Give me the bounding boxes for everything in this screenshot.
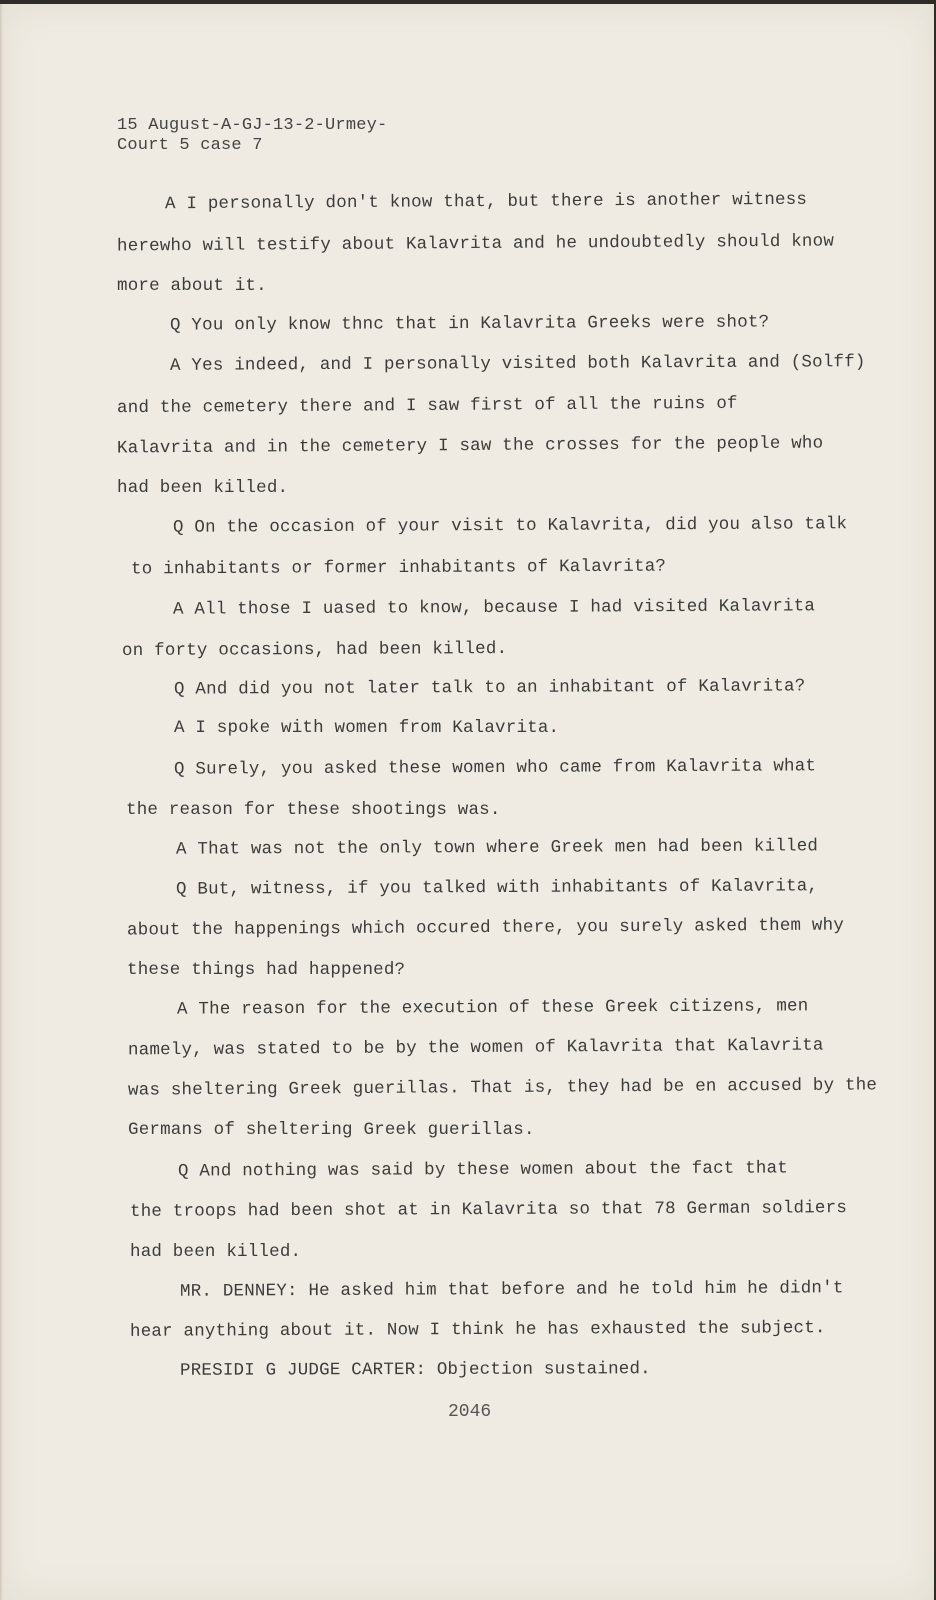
transcript-line: Q On the occasion of your visit to Kalavrita, did you also talk (172, 514, 848, 538)
transcript-line: Q Surely, you asked these women who came from Kalavrita what (173, 756, 817, 780)
transcript-line: to inhabitants or former inhabitants of Kalavrita? (130, 556, 667, 580)
transcript-line: about the happenings which occured there, you surely asked them why (126, 915, 845, 941)
transcript-line: Germans of sheltering Greek guerillas. (128, 1120, 535, 1140)
transcript-line: A That was not the only town where Greek men had been killed (175, 836, 819, 860)
transcript-line: A The reason for the execution of these Greek citizens, men (176, 996, 809, 1020)
page-edge (0, 4, 3, 1600)
transcript-line: the reason for these shootings was. (126, 800, 501, 820)
transcript-line: A I personally don't know that, but there is another witness (164, 189, 808, 215)
transcript-line: Q But, witness, if you talked with inhabitants of Kalavrita, (175, 876, 819, 900)
transcript-line: these things had happened? (127, 960, 406, 980)
header-line-1: 15 August-A-GJ-13-2-Urmey- (117, 116, 388, 135)
document-page (0, 4, 934, 1600)
transcript-line: PRESIDI G JUDGE CARTER: Objection sustained. (179, 1359, 651, 1381)
transcript-line: was sheltering Greek guerillas. That is, they had be en accused by the (127, 1075, 878, 1101)
transcript-line: Kalavrita and in the cemetery I saw the crosses for the people who (116, 433, 824, 459)
transcript-line: A I spoke with women from Kalavrita. (174, 718, 560, 738)
transcript-line: hear anything about it. Now I think he has exhausted the subject. (129, 1318, 826, 1342)
transcript-line: had been killed. (117, 478, 289, 498)
transcript-line: herewho will testify about Kalavrita and he undoubtedly should know (116, 231, 835, 257)
transcript-line: Q And did you not later talk to an inhabitant of Kalavrita? (173, 676, 806, 700)
transcript-line: Q You only know thnc that in Kalavrita Greeks were shot? (169, 312, 770, 336)
transcript-line: Q And nothing was said by these women about the fact that (177, 1158, 789, 1182)
header-line-2: Court 5 case 7 (117, 136, 263, 155)
transcript-line: the troops had been shot at in Kalavrita so that 78 German soldiers (129, 1198, 848, 1222)
transcript-line: on forty occasions, had been killed. (121, 638, 508, 662)
transcript-line: MR. DENNEY: He asked him that before and he told him he didn't (179, 1278, 844, 1302)
page-number: 2046 (448, 1402, 492, 1422)
transcript-line: and the cemetery there and I saw first of all the ruins of (116, 393, 738, 419)
transcript-line: namely, was stated to be by the women of Kalavrita that Kalavrita (127, 1035, 824, 1061)
transcript-line: A Yes indeed, and I personally visited both Kalavrita and (Solff) (169, 352, 866, 376)
transcript-line: more about it. (117, 276, 267, 296)
transcript-line: had been killed. (130, 1242, 302, 1262)
transcript-line: A All those I uased to know, because I had visited Kalavrita (172, 596, 816, 620)
